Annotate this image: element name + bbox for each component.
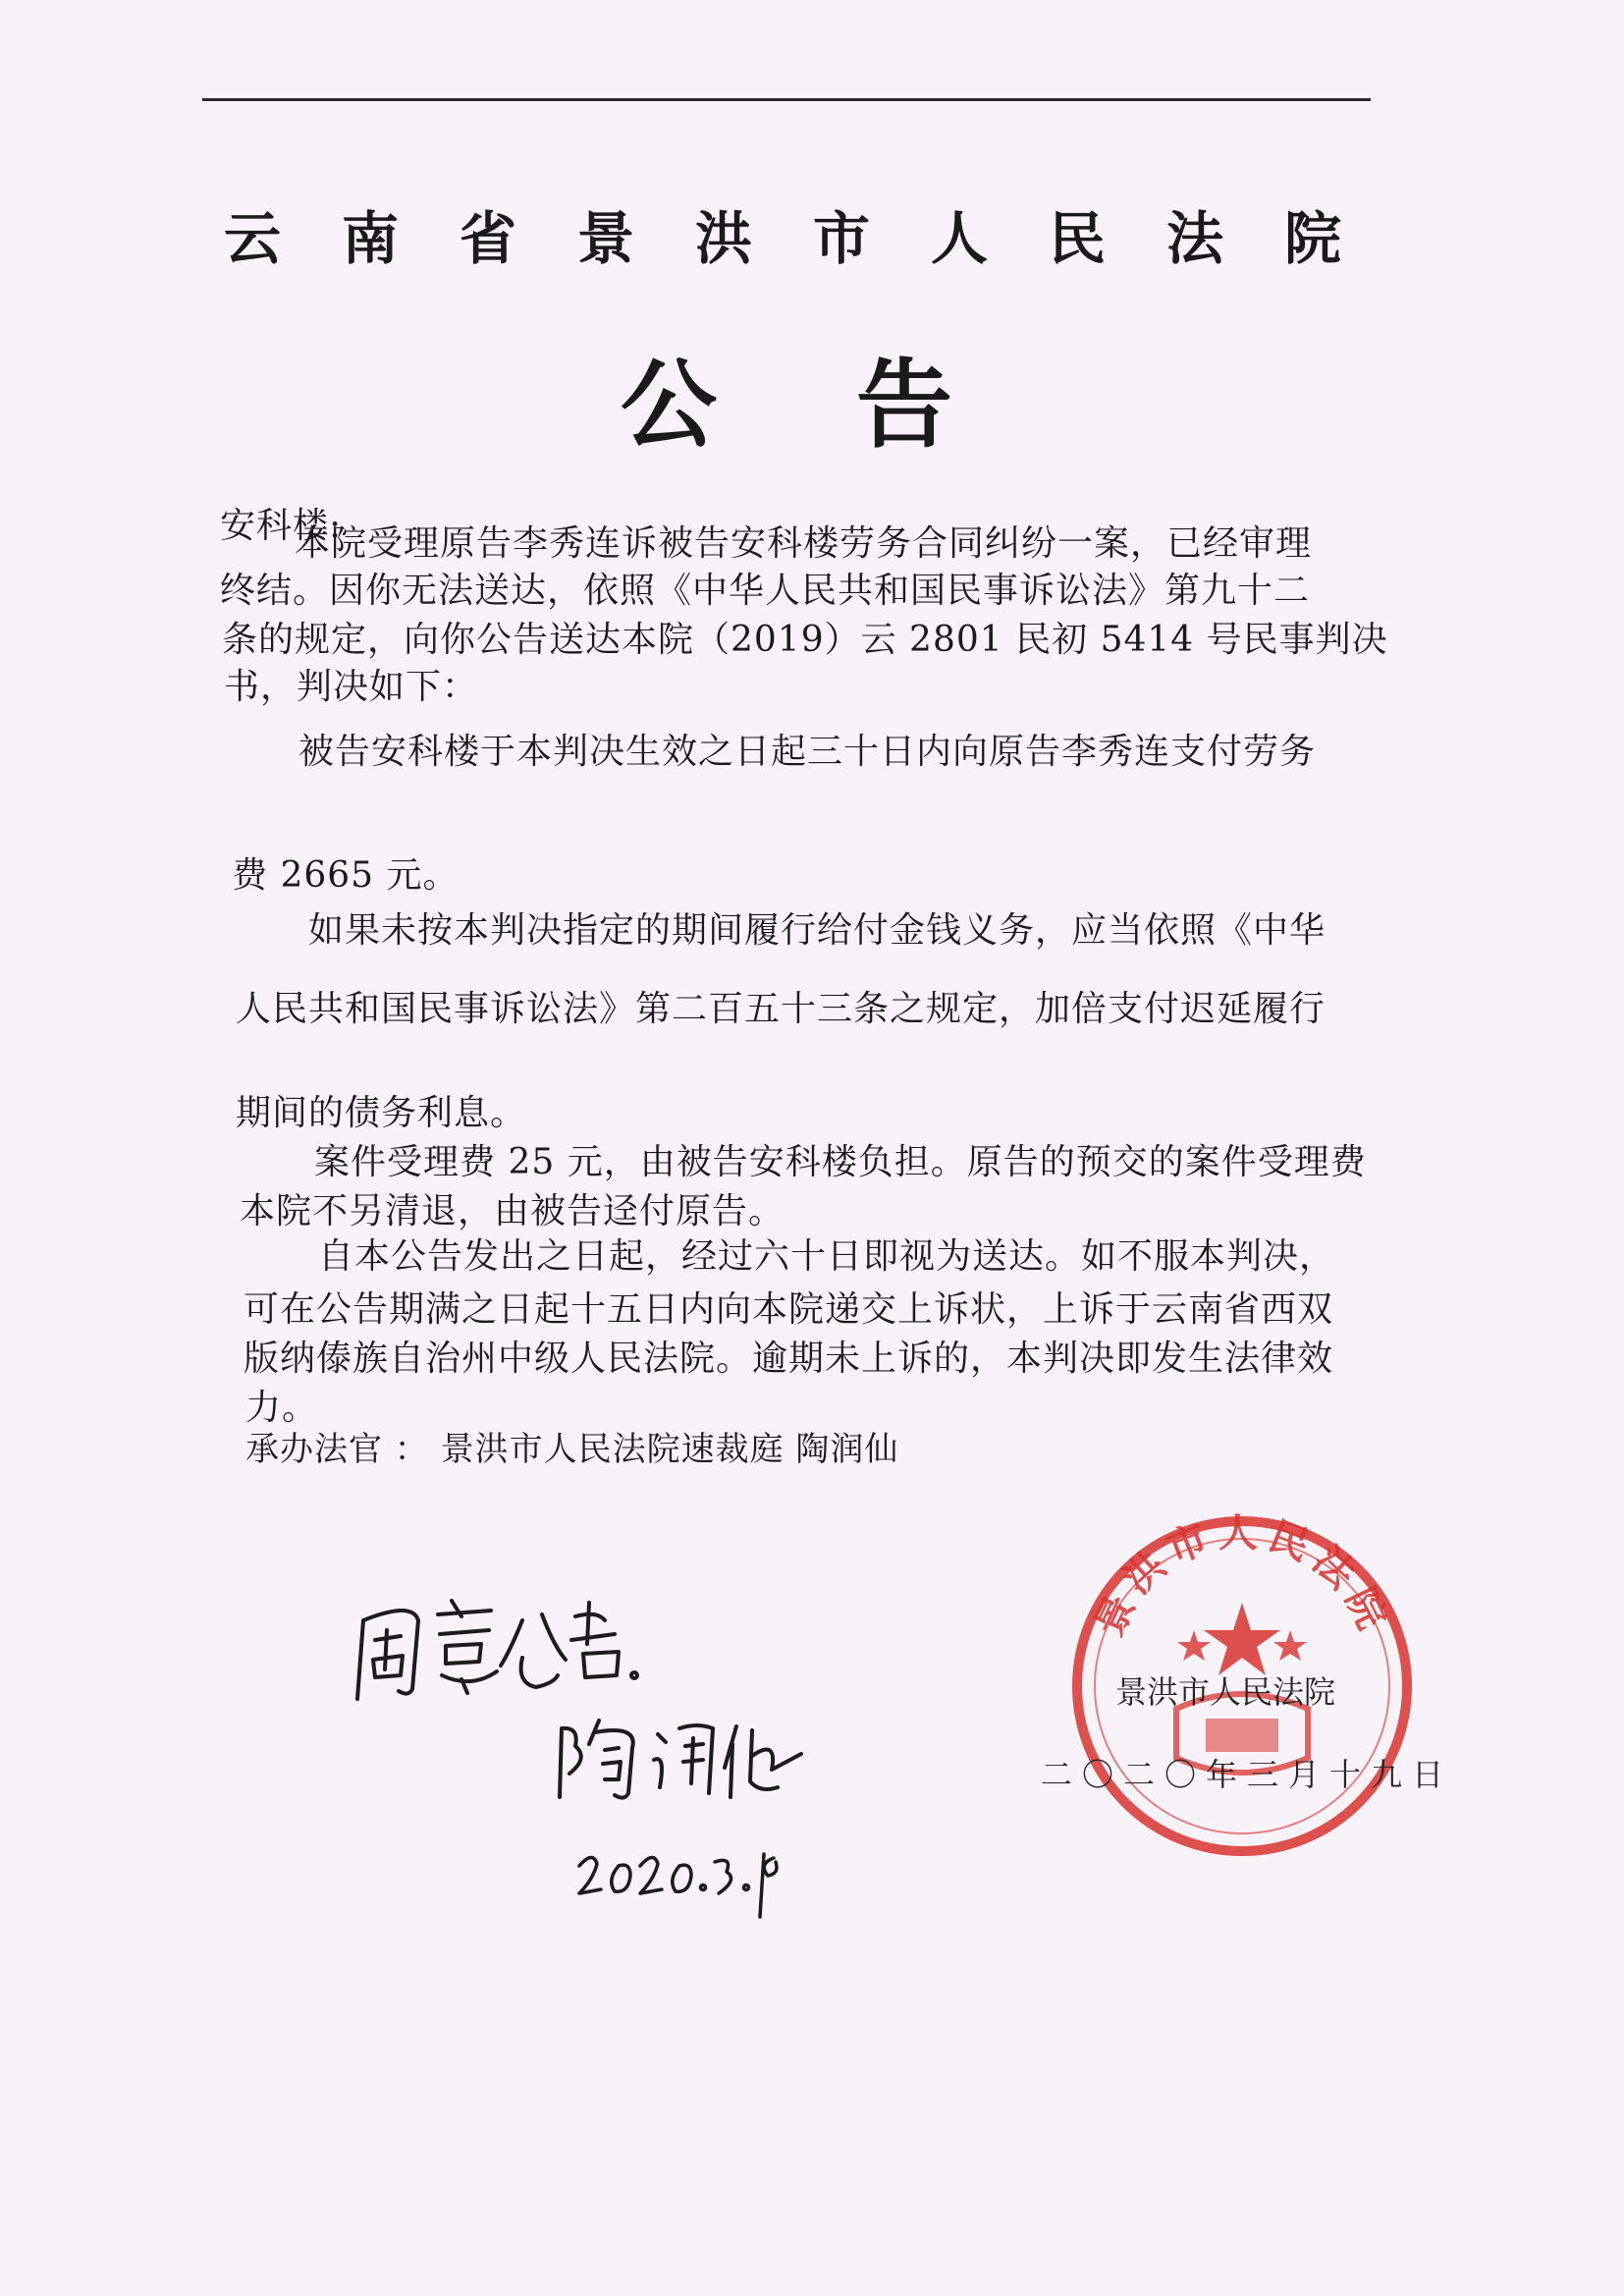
delay-line1: 如果未按本判决指定的期间履行给付金钱义务，应当依照《中华 [308,910,1326,951]
court-name: 云南省景洪市人民法院 [224,205,1403,272]
judge-line: 承办法官 ： 景洪市人民法院速裁庭 陶润仙 [245,1430,899,1469]
handwritten-date [571,1836,787,1925]
appeal-line3: 版纳傣族自治州中级人民法院。逾期未上诉的，本判决即发生法律效 [244,1339,1334,1379]
judgment-line2: 费 2665 元。 [232,855,460,896]
delay-line3: 期间的债务利息。 [236,1093,527,1133]
judgment-line1: 被告安科楼于本判决生效之日起三十日内向原告李秀连支付劳务 [298,732,1317,772]
para-intro-line2: 终结。因你无法送达，依照《中华人民共和国民事诉讼法》第九十二 [220,571,1311,611]
fee-line1: 案件受理费 25 元，由被告安科楼负担。原告的预交的案件受理费 [314,1142,1367,1182]
appeal-line4: 力。 [245,1388,319,1428]
addressee: 安科楼: [220,506,343,546]
seal-text: 景洪市人民法院 [1086,1512,1398,1644]
para-intro-line1: 本院受理原告李秀连诉被告安科楼劳务合同纠纷一案，已经审理 [295,523,1313,564]
handwritten-name [550,1699,815,1807]
fee-line2: 本院不另清退，由被告迳付原告。 [240,1191,785,1231]
handwritten-approval [344,1581,658,1709]
appeal-line2: 可在公告期满之日起十五日内向本院递交上诉状，上诉于云南省西双 [244,1289,1334,1330]
delay-line2: 人民共和国民事诉讼法》第二百五十三条之规定，加倍支付迟延履行 [236,989,1326,1029]
para-intro-line3: 条的规定，向你公告送达本院（2019）云 2801 民初 5414 号民事判决 [222,620,1388,660]
issue-date: 二〇二〇年三月十九日 [1041,1756,1454,1793]
issuing-court: 景洪市人民法院 [1115,1673,1336,1711]
top-rule [202,98,1371,101]
para-intro-line4: 书，判决如下： [224,667,479,707]
document-title: 公告 [621,350,1093,462]
appeal-line1: 自本公告发出之日起，经过六十日即视为送达。如不服本判决， [318,1236,1336,1277]
